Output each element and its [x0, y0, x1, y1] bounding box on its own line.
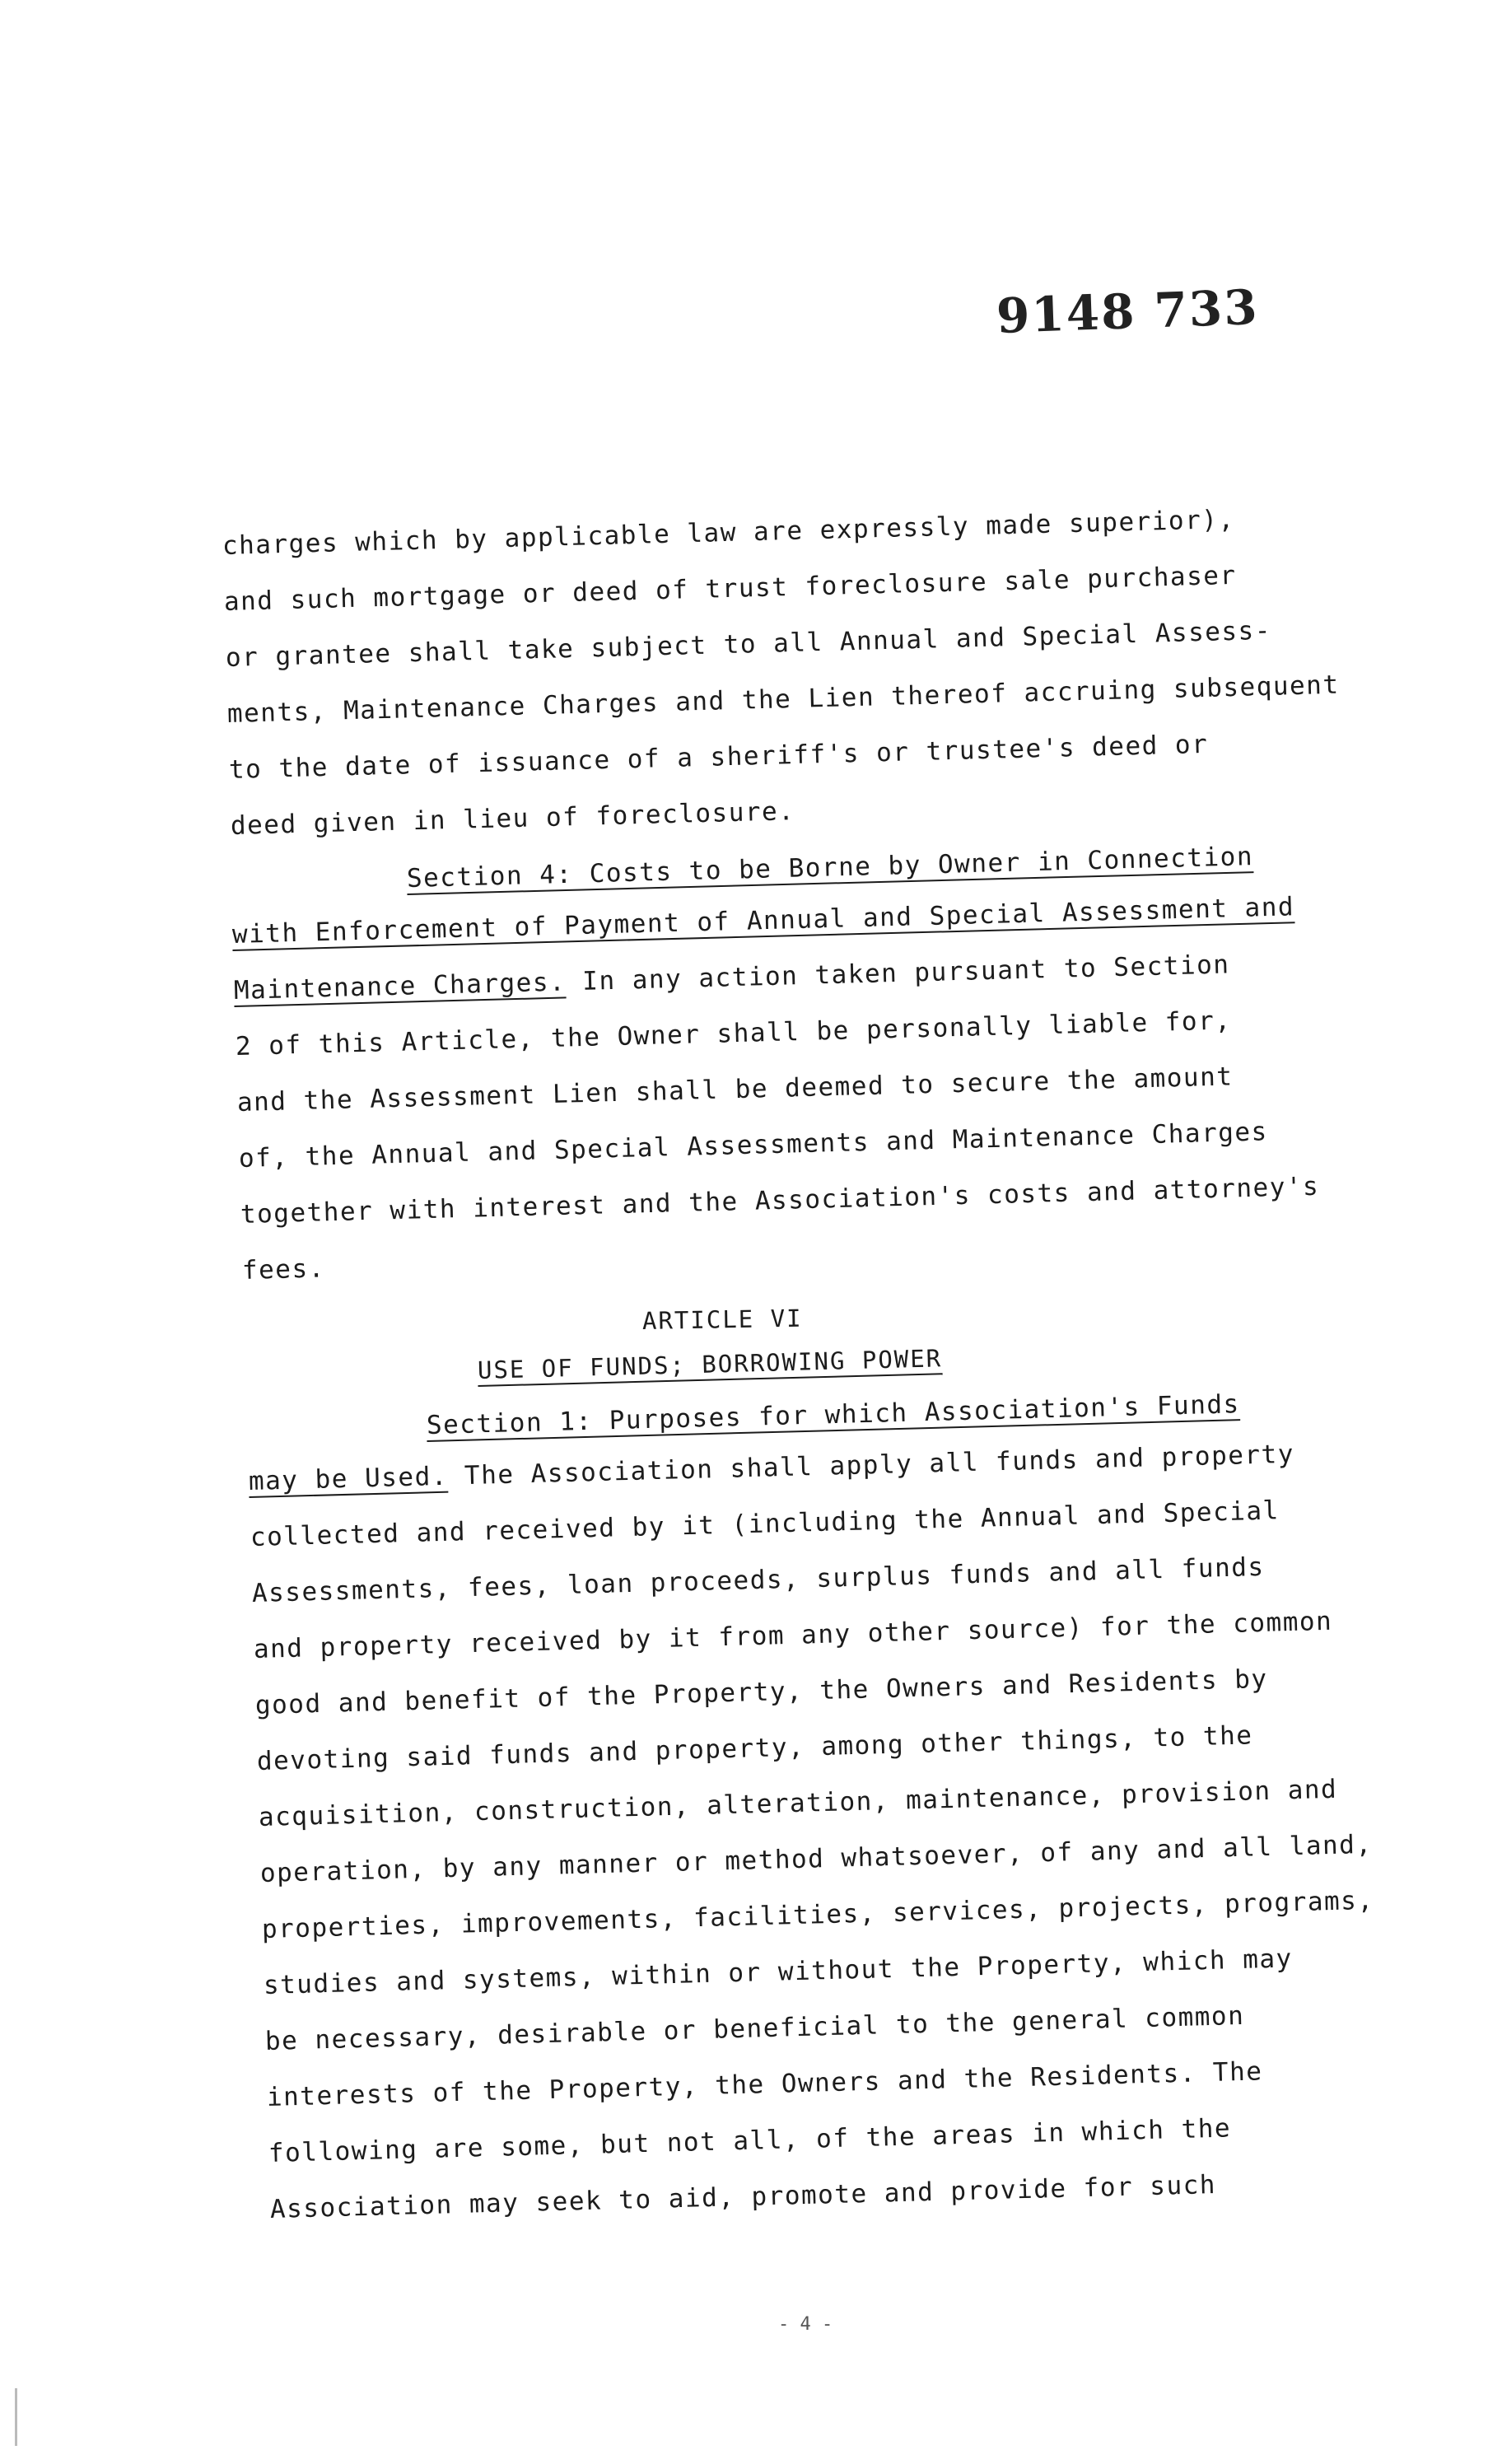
body-line: fees.	[241, 1253, 326, 1286]
body-line: good and benefit of the Property, the Owners and Residents by	[254, 1664, 1269, 1720]
article-title: USE OF FUNDS; BORROWING POWER	[477, 1344, 943, 1384]
body-line: to the date of issuance of a sheriff's or trustee's deed or	[228, 729, 1209, 785]
body-line: studies and systems, within or without the Property, which may	[263, 1944, 1294, 2000]
body-line: Association may seek to aid, promote and provide for such	[269, 2169, 1217, 2224]
section4-heading: Section 4: Costs to be Borne by Owner in Connection	[406, 842, 1254, 894]
body-line: and the Assessment Lien shall be deemed to secure the amount	[236, 1062, 1234, 1118]
body-line: operation, by any manner or method whatsoever, of any and all land,	[259, 1829, 1373, 1888]
body-line: charges which by applicable law are expressly made superior),	[222, 504, 1236, 561]
body-line: following are some, but not all, of the areas in which the	[268, 2113, 1232, 2168]
section1-heading: Section 1: Purposes for which Association's Funds	[426, 1389, 1241, 1440]
book-page-number: 9148 733	[995, 278, 1260, 344]
body-line: deed given in lieu of foreclosure.	[230, 796, 795, 841]
body-line: or grantee shall take subject to all Annual and Special Assess-	[225, 615, 1272, 673]
body-line: and such mortgage or deed of trust foreclosure sale purchaser	[223, 560, 1238, 617]
scan-edge-mark	[15, 2388, 17, 2446]
body-line: properties, improvements, facilities, services, projects, programs,	[261, 1885, 1374, 1944]
article-number: ARTICLE VI	[641, 1304, 803, 1335]
section1-text: The Association shall apply all funds and property	[447, 1439, 1295, 1491]
body-line: ments, Maintenance Charges and the Lien thereof accruing subsequent	[226, 670, 1340, 729]
body-line: and property received by it from any other source) for the common	[253, 1606, 1333, 1664]
body-line: interests of the Property, the Owners and the Residents. The	[266, 2056, 1263, 2112]
section1-heading: may be Used.	[248, 1461, 449, 1496]
body-line: acquisition, construction, alteration, maintenance, provision and	[258, 1774, 1338, 1832]
page-number: - 4 -	[778, 2314, 833, 2335]
body-line: devoting said funds and property, among other things, to the	[256, 1720, 1253, 1776]
body-line: of, the Annual and Special Assessments and Maintenance Charges	[238, 1117, 1269, 1174]
section1-heading-line	[248, 1439, 1295, 1496]
body-line: collected and received by it (including the Annual and Special	[250, 1496, 1280, 1552]
body-line: be necessary, desirable or beneficial to the general common	[264, 2000, 1245, 2056]
body-line: together with interest and the Association's costs and attorney's	[240, 1171, 1320, 1230]
body-line: Assessments, fees, loan proceeds, surplus funds and all funds	[251, 1552, 1266, 1608]
section4-heading: Maintenance Charges.	[233, 967, 567, 1006]
body-line: 2 of this Article, the Owner shall be personally liable for,	[235, 1006, 1232, 1062]
section4-heading: with Enforcement of Payment of Annual and Special Assessment and	[231, 892, 1295, 950]
section4-heading-line	[234, 952, 1230, 1004]
section4-text: In any action taken pursuant to Section	[565, 950, 1230, 997]
